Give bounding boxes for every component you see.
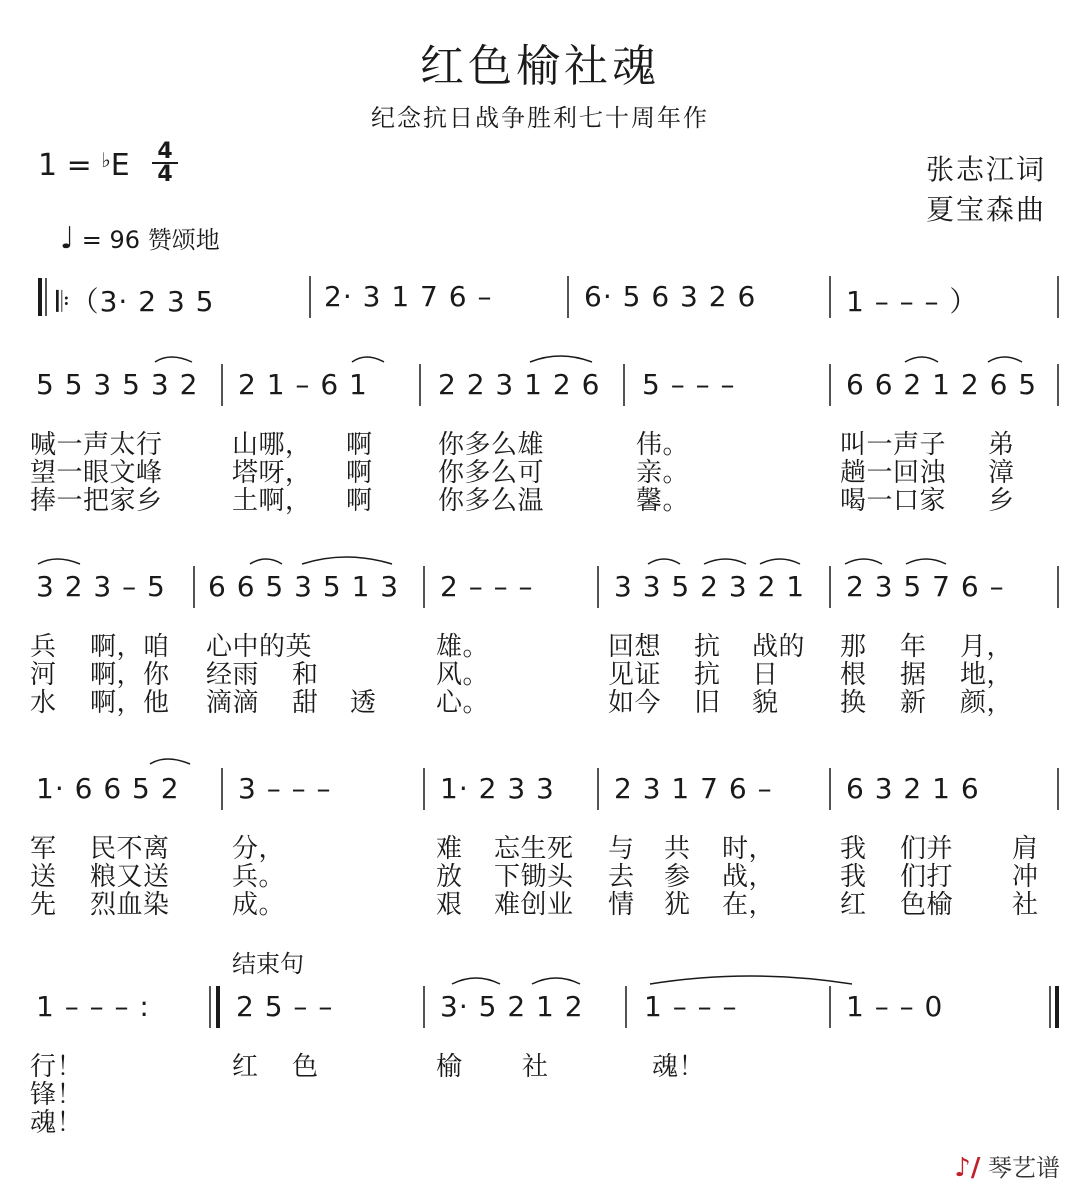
lyric-3-3-k: 新 bbox=[900, 688, 927, 718]
lyric-4-2-j: 们打 bbox=[900, 862, 954, 892]
lyric-3-3-l: 颜， bbox=[960, 688, 1014, 718]
lyric-2-1-e: 伟。 bbox=[636, 430, 690, 460]
line-1-measure-1: 𝄆（3· 2 3 5 bbox=[56, 285, 215, 318]
lyric-2-2-c: 啊 bbox=[346, 458, 373, 488]
lyric-4-3-a: 先 bbox=[30, 890, 57, 920]
lyric-3-3-b: 啊，他 bbox=[90, 688, 170, 718]
lyric-3-2-j: 据 bbox=[900, 660, 927, 690]
lyric-4-1-a: 军 bbox=[30, 834, 57, 864]
lyric-4-2-b: 粮又送 bbox=[90, 862, 170, 892]
line-2-measure-2: 2 1 – 6 1 bbox=[238, 368, 368, 401]
line-4-measure-4: 2 3 1 7 6 – bbox=[614, 772, 773, 805]
lyric-2-1-c: 啊 bbox=[346, 430, 373, 460]
logo-icon: ♪/ bbox=[954, 1153, 981, 1183]
lyric-4-3-e: 难创业 bbox=[494, 890, 574, 920]
lyric-4-3-f: 情 bbox=[608, 890, 635, 920]
lyric-3-3-i: 貌 bbox=[752, 688, 779, 718]
lyric-2-2-b: 塔呀， bbox=[232, 458, 312, 488]
line-4-measure-3: 1· 2 3 3 bbox=[440, 772, 555, 805]
lyric-4-2-a: 送 bbox=[30, 862, 57, 892]
lyric-4-3-i: 红 bbox=[840, 890, 867, 920]
line-3-measure-4: 3 3 5 2 3 2 1 bbox=[614, 570, 806, 603]
lyric-2-2-e: 亲。 bbox=[636, 458, 690, 488]
quarter-note-icon: ♩ bbox=[60, 221, 75, 256]
composer: 夏宝森曲 bbox=[925, 193, 1046, 226]
line-4-measure-5: 6 3 2 1 6 bbox=[846, 772, 980, 805]
lyric-3-1-h: 那 bbox=[840, 632, 867, 662]
line-5-measure-4: 1 – – – bbox=[644, 990, 738, 1023]
lyric-4-1-i: 我 bbox=[840, 834, 867, 864]
lyric-3-3-h: 旧 bbox=[694, 688, 721, 718]
line-5-measure-2: 2 5 – – bbox=[236, 990, 334, 1023]
lyric-2-3-e: 馨。 bbox=[636, 486, 690, 516]
line-2-measure-5: 6 6 2 1 2 6 5 bbox=[846, 368, 1038, 401]
final-bar bbox=[1055, 986, 1059, 1028]
lyric-3-1-d: 雄。 bbox=[436, 632, 490, 662]
lyric-2-2-d: 你多么可 bbox=[438, 458, 545, 488]
lyric-3-3-g: 如今 bbox=[608, 688, 662, 718]
lyric-3-1-e: 回想 bbox=[608, 632, 662, 662]
lyric-3-1-a: 兵 bbox=[30, 632, 57, 662]
line-2-measure-1: 5 5 3 5 3 2 bbox=[36, 368, 199, 401]
line-1-measure-4: 1 – – – ） bbox=[846, 285, 979, 318]
site-logo[interactable] bbox=[954, 1148, 1060, 1183]
lyric-5-1-f: 魂！ bbox=[652, 1052, 706, 1082]
lyric-2-3-a: 捧一把家乡 bbox=[30, 486, 163, 516]
lyric-2-3-b: 土啊， bbox=[232, 486, 312, 516]
lyric-2-1-b: 山哪， bbox=[232, 430, 312, 460]
lyric-2-2-g: 漳 bbox=[988, 458, 1015, 488]
lyric-3-2-i: 根 bbox=[840, 660, 867, 690]
lyric-5-3-a: 魂！ bbox=[30, 1108, 84, 1138]
lyric-2-1-g: 弟 bbox=[988, 430, 1015, 460]
lyric-2-2-a: 望一眼文峰 bbox=[30, 458, 163, 488]
lyric-3-2-k: 地， bbox=[960, 660, 1014, 690]
lyric-3-2-b: 啊，你 bbox=[90, 660, 170, 690]
line-2-measure-3: 2 2 3 1 2 6 bbox=[438, 368, 601, 401]
lyric-3-1-b: 啊，咱 bbox=[90, 632, 170, 662]
lyric-4-2-f: 去 bbox=[608, 862, 635, 892]
lyric-4-2-d: 放 bbox=[436, 862, 463, 892]
lyric-3-2-d: 和 bbox=[292, 660, 319, 690]
lyric-2-3-f: 喝一口家 bbox=[840, 486, 947, 516]
time-top: 4 bbox=[157, 139, 173, 164]
lyric-3-2-g: 抗 bbox=[694, 660, 721, 690]
score-subtitle: 纪念抗日战争胜利七十周年作 bbox=[371, 104, 709, 132]
lyric-2-2-f: 趟一回浊 bbox=[840, 458, 947, 488]
lyric-2-1-d: 你多么雄 bbox=[438, 430, 545, 460]
ending-marker: 结束句 bbox=[232, 950, 304, 978]
line-4-measure-1: 1· 6 6 5 2 bbox=[36, 772, 180, 805]
lyric-4-1-e: 忘生死 bbox=[494, 834, 574, 864]
line-3-measure-2: 6 6 5 3 5 1 3 bbox=[208, 570, 400, 603]
lyric-3-2-c: 经雨 bbox=[206, 660, 260, 690]
lyric-5-1-a: 行！ bbox=[30, 1052, 84, 1082]
lyric-3-3-a: 水 bbox=[30, 688, 57, 718]
lyric-3-1-j: 月， bbox=[960, 632, 1014, 662]
line-4-measure-2: 3 – – – bbox=[238, 772, 332, 805]
key-note: E bbox=[110, 148, 130, 183]
lyric-3-1-g: 战的 bbox=[752, 632, 806, 662]
lyric-3-3-e: 透 bbox=[350, 688, 377, 718]
lyric-4-2-k: 冲 bbox=[1012, 862, 1039, 892]
line-5-measure-5: 1 – – 0 bbox=[846, 990, 944, 1023]
lyric-4-3-g: 犹 bbox=[664, 890, 691, 920]
lyric-4-2-g: 参 bbox=[664, 862, 691, 892]
key-prefix: 1 = bbox=[38, 148, 102, 183]
line-3-measure-5: 2 3 5 7 6 – bbox=[846, 570, 1005, 603]
line-3-measure-3: 2 – – – bbox=[440, 570, 534, 603]
lyric-5-2-a: 锋！ bbox=[30, 1080, 84, 1110]
lyric-5-1-b: 红 bbox=[232, 1052, 259, 1082]
lyric-4-1-g: 共 bbox=[664, 834, 691, 864]
lyric-3-3-d: 甜 bbox=[292, 688, 319, 718]
lyric-4-3-c: 成。 bbox=[232, 890, 286, 920]
lyric-5-1-d: 榆 bbox=[436, 1052, 463, 1082]
lyric-4-2-c: 兵。 bbox=[232, 862, 286, 892]
lyric-3-3-j: 换 bbox=[840, 688, 867, 718]
lyric-2-1-a: 喊一声太行 bbox=[30, 430, 163, 460]
line-1-measure-2: 2· 3 1 7 6 – bbox=[324, 280, 493, 313]
line-2-measure-4: 5 – – – bbox=[642, 368, 736, 401]
lyric-3-2-f: 见证 bbox=[608, 660, 662, 690]
flat-sign: ♭ bbox=[101, 148, 111, 172]
line-5-measure-1: 1 – – – : bbox=[36, 990, 150, 1023]
line-3-measure-1: 3 2 3 – 5 bbox=[36, 570, 166, 603]
lyric-2-1-f: 叫一声子 bbox=[840, 430, 947, 460]
repeat-end-bar bbox=[216, 986, 220, 1028]
lyric-3-3-f: 心。 bbox=[436, 688, 490, 718]
lyric-4-1-k: 肩 bbox=[1012, 834, 1039, 864]
score-title: 红色榆社魂 bbox=[420, 41, 660, 92]
lyric-4-1-j: 们并 bbox=[900, 834, 954, 864]
line-1-measure-3: 6· 5 6 3 2 6 bbox=[584, 280, 757, 313]
lyric-2-3-d: 你多么温 bbox=[438, 486, 545, 516]
lyric-4-1-c: 分， bbox=[232, 834, 286, 864]
lyric-3-2-e: 风。 bbox=[436, 660, 490, 690]
lyric-5-1-c: 色 bbox=[292, 1052, 319, 1082]
lyric-4-3-k: 社 bbox=[1012, 890, 1039, 920]
time-bottom: 4 bbox=[157, 162, 173, 187]
lyric-4-3-j: 色榆 bbox=[900, 890, 954, 920]
lyric-4-3-b: 烈血染 bbox=[90, 890, 170, 920]
lyricist: 张志江词 bbox=[925, 153, 1046, 186]
logo-text: 琴艺谱 bbox=[988, 1154, 1060, 1182]
lyric-3-3-c: 滴滴 bbox=[206, 688, 260, 718]
lyric-3-1-f: 抗 bbox=[694, 632, 721, 662]
lyric-2-3-g: 乡 bbox=[988, 486, 1015, 516]
lyric-5-1-e: 社 bbox=[522, 1052, 549, 1082]
lyric-4-1-b: 民不离 bbox=[90, 834, 170, 864]
lyric-2-3-c: 啊 bbox=[346, 486, 373, 516]
lyric-4-3-h: 在， bbox=[722, 890, 776, 920]
lyric-3-1-i: 年 bbox=[900, 632, 927, 662]
lyric-4-1-f: 与 bbox=[608, 834, 635, 864]
lyric-4-3-d: 艰 bbox=[436, 890, 463, 920]
lyric-3-1-c: 心中的英 bbox=[206, 632, 313, 662]
lyric-4-2-h: 战， bbox=[722, 862, 776, 892]
lyric-3-2-h: 日 bbox=[752, 660, 779, 690]
lyric-3-2-a: 河 bbox=[30, 660, 57, 690]
lyric-4-1-h: 时， bbox=[722, 834, 776, 864]
lyric-4-1-d: 难 bbox=[436, 834, 463, 864]
line-5-measure-3: 3· 5 2 1 2 bbox=[440, 990, 584, 1023]
tempo-text: = 96 赞颂地 bbox=[81, 226, 220, 254]
lyric-4-2-e: 下锄头 bbox=[494, 862, 574, 892]
repeat-start-bar bbox=[38, 278, 42, 316]
lyric-4-2-i: 我 bbox=[840, 862, 867, 892]
